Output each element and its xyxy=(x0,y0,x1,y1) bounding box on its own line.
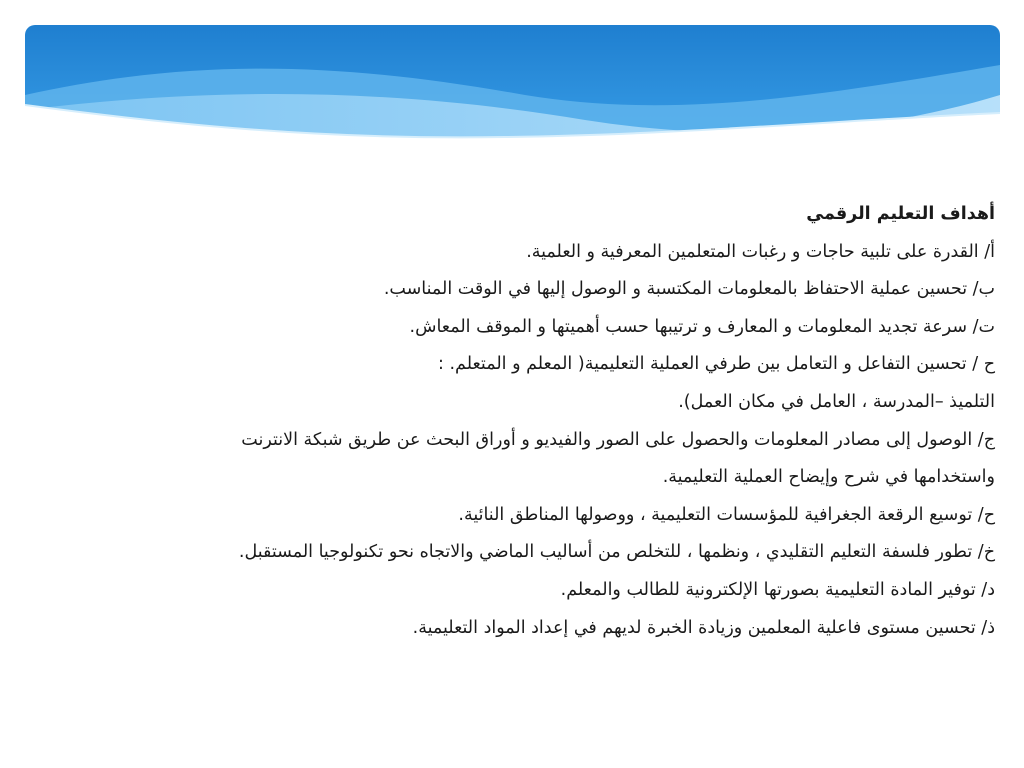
objective-line: ت/ سرعة تجديد المعلومات و المعارف و ترتيبها حسب أهميتها و الموقف المعاش. xyxy=(409,316,995,337)
objective-line: أ/ القدرة على تلبية حاجات و رغبات المتعلمين المعرفية و العلمية. xyxy=(526,241,995,262)
objective-line: ح / تحسين التفاعل و التعامل بين طرفي العملية التعليمية( المعلم و المتعلم. : xyxy=(438,354,995,375)
header-wave-banner xyxy=(25,25,1000,155)
objective-line: ج/ الوصول إلى مصادر المعلومات والحصول على الصور والفيديو و أوراق البحث عن طريق شبكة الانترنت xyxy=(241,429,995,450)
wave-graphic xyxy=(25,25,1000,155)
objective-line: التلميذ –المدرسة ، العامل في مكان العمل). xyxy=(678,391,995,412)
slide-body xyxy=(60,196,995,647)
objective-line: د/ توفير المادة التعليمية بصورتها الإلكترونية للطالب والمعلم. xyxy=(560,579,995,600)
objective-line: ذ/ تحسين مستوى فاعلية المعلمين وزيادة الخبرة لديهم في إعداد المواد التعليمية. xyxy=(412,617,995,638)
objective-line: خ/ تطور فلسفة التعليم التقليدي ، ونظمها ، للتخلص من أساليب الماضي والاتجاه نحو تكنولوجيا المستقبل. xyxy=(238,542,995,563)
objective-line: واستخدامها في شرح وإيضاح العملية التعليمية. xyxy=(662,467,995,488)
slide-title: أهداف التعليم الرقمي xyxy=(806,204,995,224)
objective-line: ح/ توسيع الرقعة الجغرافية للمؤسسات التعليمية ، ووصولها المناطق النائية. xyxy=(458,504,995,525)
objective-line: ب/ تحسين عملية الاحتفاظ بالمعلومات المكتسبة و الوصول إليها في الوقت المناسب. xyxy=(383,279,995,300)
